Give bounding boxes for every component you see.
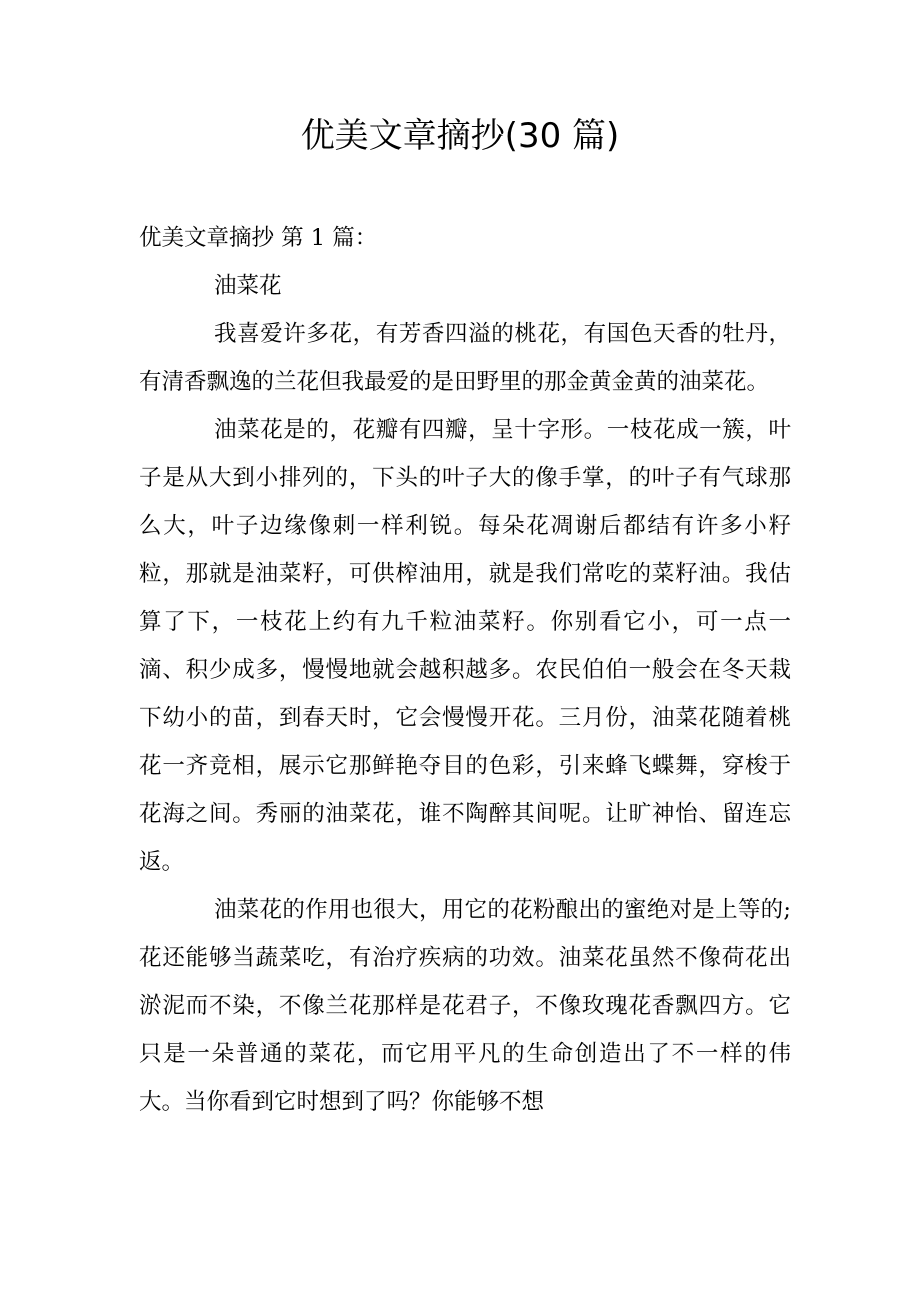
paragraph-2: 油菜花是的，花瓣有四瓣，呈十字形。一枝花成一簇，叶子是从大到小排列的，下头的叶子大的像手掌，的叶子有气球那么大，叶子边缘像刺一样利锐。每朵花凋谢后都结有许多小籽粒，那就是油菜籽，可供榨油用，就是我们常吃的菜籽油。我估算了下，一枝花上约有九千粒油菜籽。你别看它小，可一点一滴、积少成多，慢慢地就会越积越多。农民伯伯一般会在冬天栽下幼小的苗，到春天时，它会慢慢开花。三月份，油菜花随着桃花一齐竞相，展示它那鲜艳夺目的色彩，引来蜂飞蝶舞，穿梭于花海之间。秀丽的油菜花，谁不陶醉其间呢。让旷神怡、留连忘返。 [139, 417, 791, 875]
paragraph-1: 我喜爱许多花，有芳香四溢的桃花，有国色天香的牡丹，有清香飘逸的兰花但我最爱的是田野里的那金黄金黄的油菜花。 [139, 321, 791, 395]
article-title: 油菜花 [214, 273, 282, 299]
document-body [139, 214, 791, 1126]
section-heading: 优美文章摘抄 第 1 篇： [139, 225, 378, 251]
document-title: 优美文章摘抄(30 篇) [300, 116, 620, 156]
paragraph-3: 油菜花的作用也很大，用它的花粉酿出的蜜绝对是上等的;花还能够当蔬菜吃，有治疗疾病的功效。油菜花虽然不像荷花出淤泥而不染，不像兰花那样是花君子，不像玫瑰花香飘四方。它只是一朵普通的菜花，而它用平凡的生命创造出了不一样的伟大。当你看到它时想到了吗？你能够不想 [139, 897, 791, 1115]
